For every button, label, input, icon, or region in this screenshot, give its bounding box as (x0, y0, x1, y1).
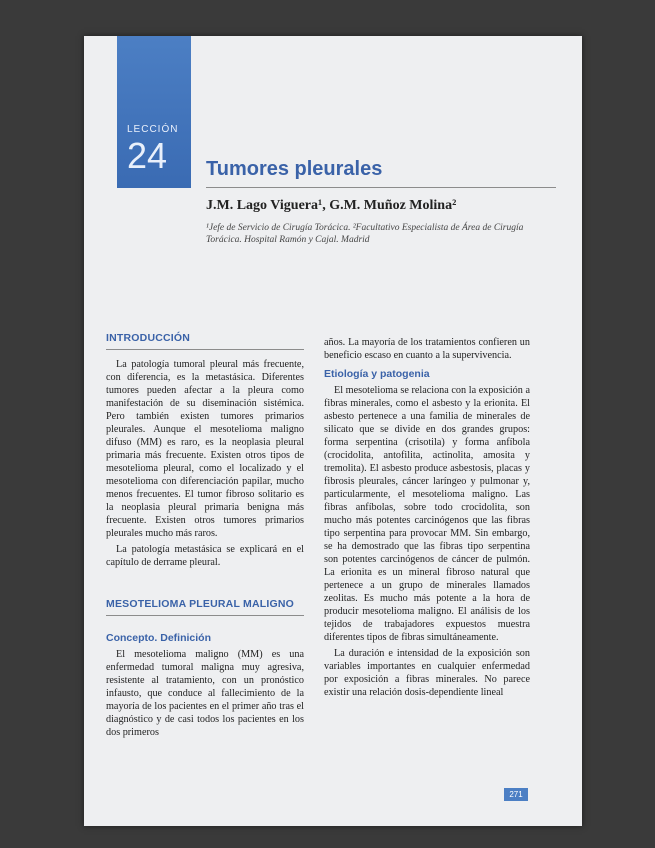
affiliation: ¹Jefe de Servicio de Cirugía Torácica. ²Facultativo Especialista de Área de Cirugía Torácica. Hospital Ramón y Cajal. Madrid (206, 223, 524, 245)
mm-rule (106, 615, 304, 616)
book-page (84, 36, 582, 826)
authors: J.M. Lago Viguera¹, G.M. Muñoz Molina² (206, 198, 457, 213)
intro-paragraph-2: La patología metastásica se explicará en el capítulo de derrame pleural. (106, 544, 304, 568)
etiology-paragraph-2: La duración e intensidad de la exposición son variables importantes en cualquier enfermedad por exposición a fibras minerales. No parece existir una relación dosis-dependiente lineal (324, 648, 530, 698)
left-column (106, 332, 304, 742)
concept-heading: Concepto. Definición (106, 632, 211, 644)
etiology-paragraph-1: El mesotelioma se relaciona con la exposición a fibras minerales, como el asbesto y la erionita. El asbesto pertenece a una familia de minerales de silicato que se divide en dos grandes grupos: forma serpentina (crisotila) y forma anfíbola (crocidolita, antofilita, actinolita, amosita y tremolita). El asbesto produce asbestosis, placas y fibrosis pleurales, cáncer laríngeo y pulmonar y, particularmente, el mesotelioma maligno. Las fibras anfíbolas, sobre todo crocidolita, son mucho más potentes carcinógenos que las fibras tipo serpentina para provocar MM. Sin embargo, se ha demostrado que las fibras tipo serpentina son potentes carcinógenos de cáncer de pulmón. La erionita es un mineral fibroso natural que pertenece a un grupo de minerales llamados zeolitas. Es mucho más potente a la hora de producir mesotelioma maligno. El análisis de los tejidos de trabajadores expuestos muestra diferentes tipos de fibras simultáneamente. (324, 385, 530, 643)
mm-heading: MESOTELIOMA PLEURAL MALIGNO (106, 598, 294, 610)
page-number: 271 (504, 788, 528, 801)
chapter-label: LECCIÓN (127, 124, 179, 135)
intro-rule (106, 349, 304, 350)
right-paragraph-0: años. La mayoría de los tratamientos confieren un beneficio escaso en cuanto a la supervivencia. (324, 337, 530, 361)
chapter-tab (117, 36, 191, 188)
etiology-heading: Etiología y patogenia (324, 368, 430, 380)
intro-heading: INTRODUCCIÓN (106, 332, 191, 344)
chapter-title: Tumores pleurales (206, 158, 383, 180)
chapter-number: 24 (127, 135, 168, 176)
title-rule (206, 187, 556, 188)
right-column (324, 336, 530, 702)
intro-paragraph-1: La patología tumoral pleural más frecuente, con diferencia, es la metastásica. Diferentes tumores pueden afectar a la pleura como manifestación de su diseminación sistémica. Pero también existen tumores primarios pleurales. Aunque el mesotelioma maligno difuso (MM) es raro, es la neoplasia pleural primaria más frecuente. Existen otros tipos de mesotelioma pleural, como el localizado y el mesotelioma con diferenciación papilar, mucho menos frecuentes. El tumor fibroso solitario es la neoplasia pleural primaria benigna más frecuente. Existen otros tumores primarios pleurales mucho más raros. (106, 359, 304, 539)
concept-paragraph-1: El mesotelioma maligno (MM) es una enfermedad tumoral maligna muy agresiva, resistente al tratamiento, con un pronóstico infausto, que conduce al fallecimiento de la mayoría de los pacientes en el primer año tras el diagnóstico y de casi todos los pacientes en los dos primeros (106, 649, 304, 738)
